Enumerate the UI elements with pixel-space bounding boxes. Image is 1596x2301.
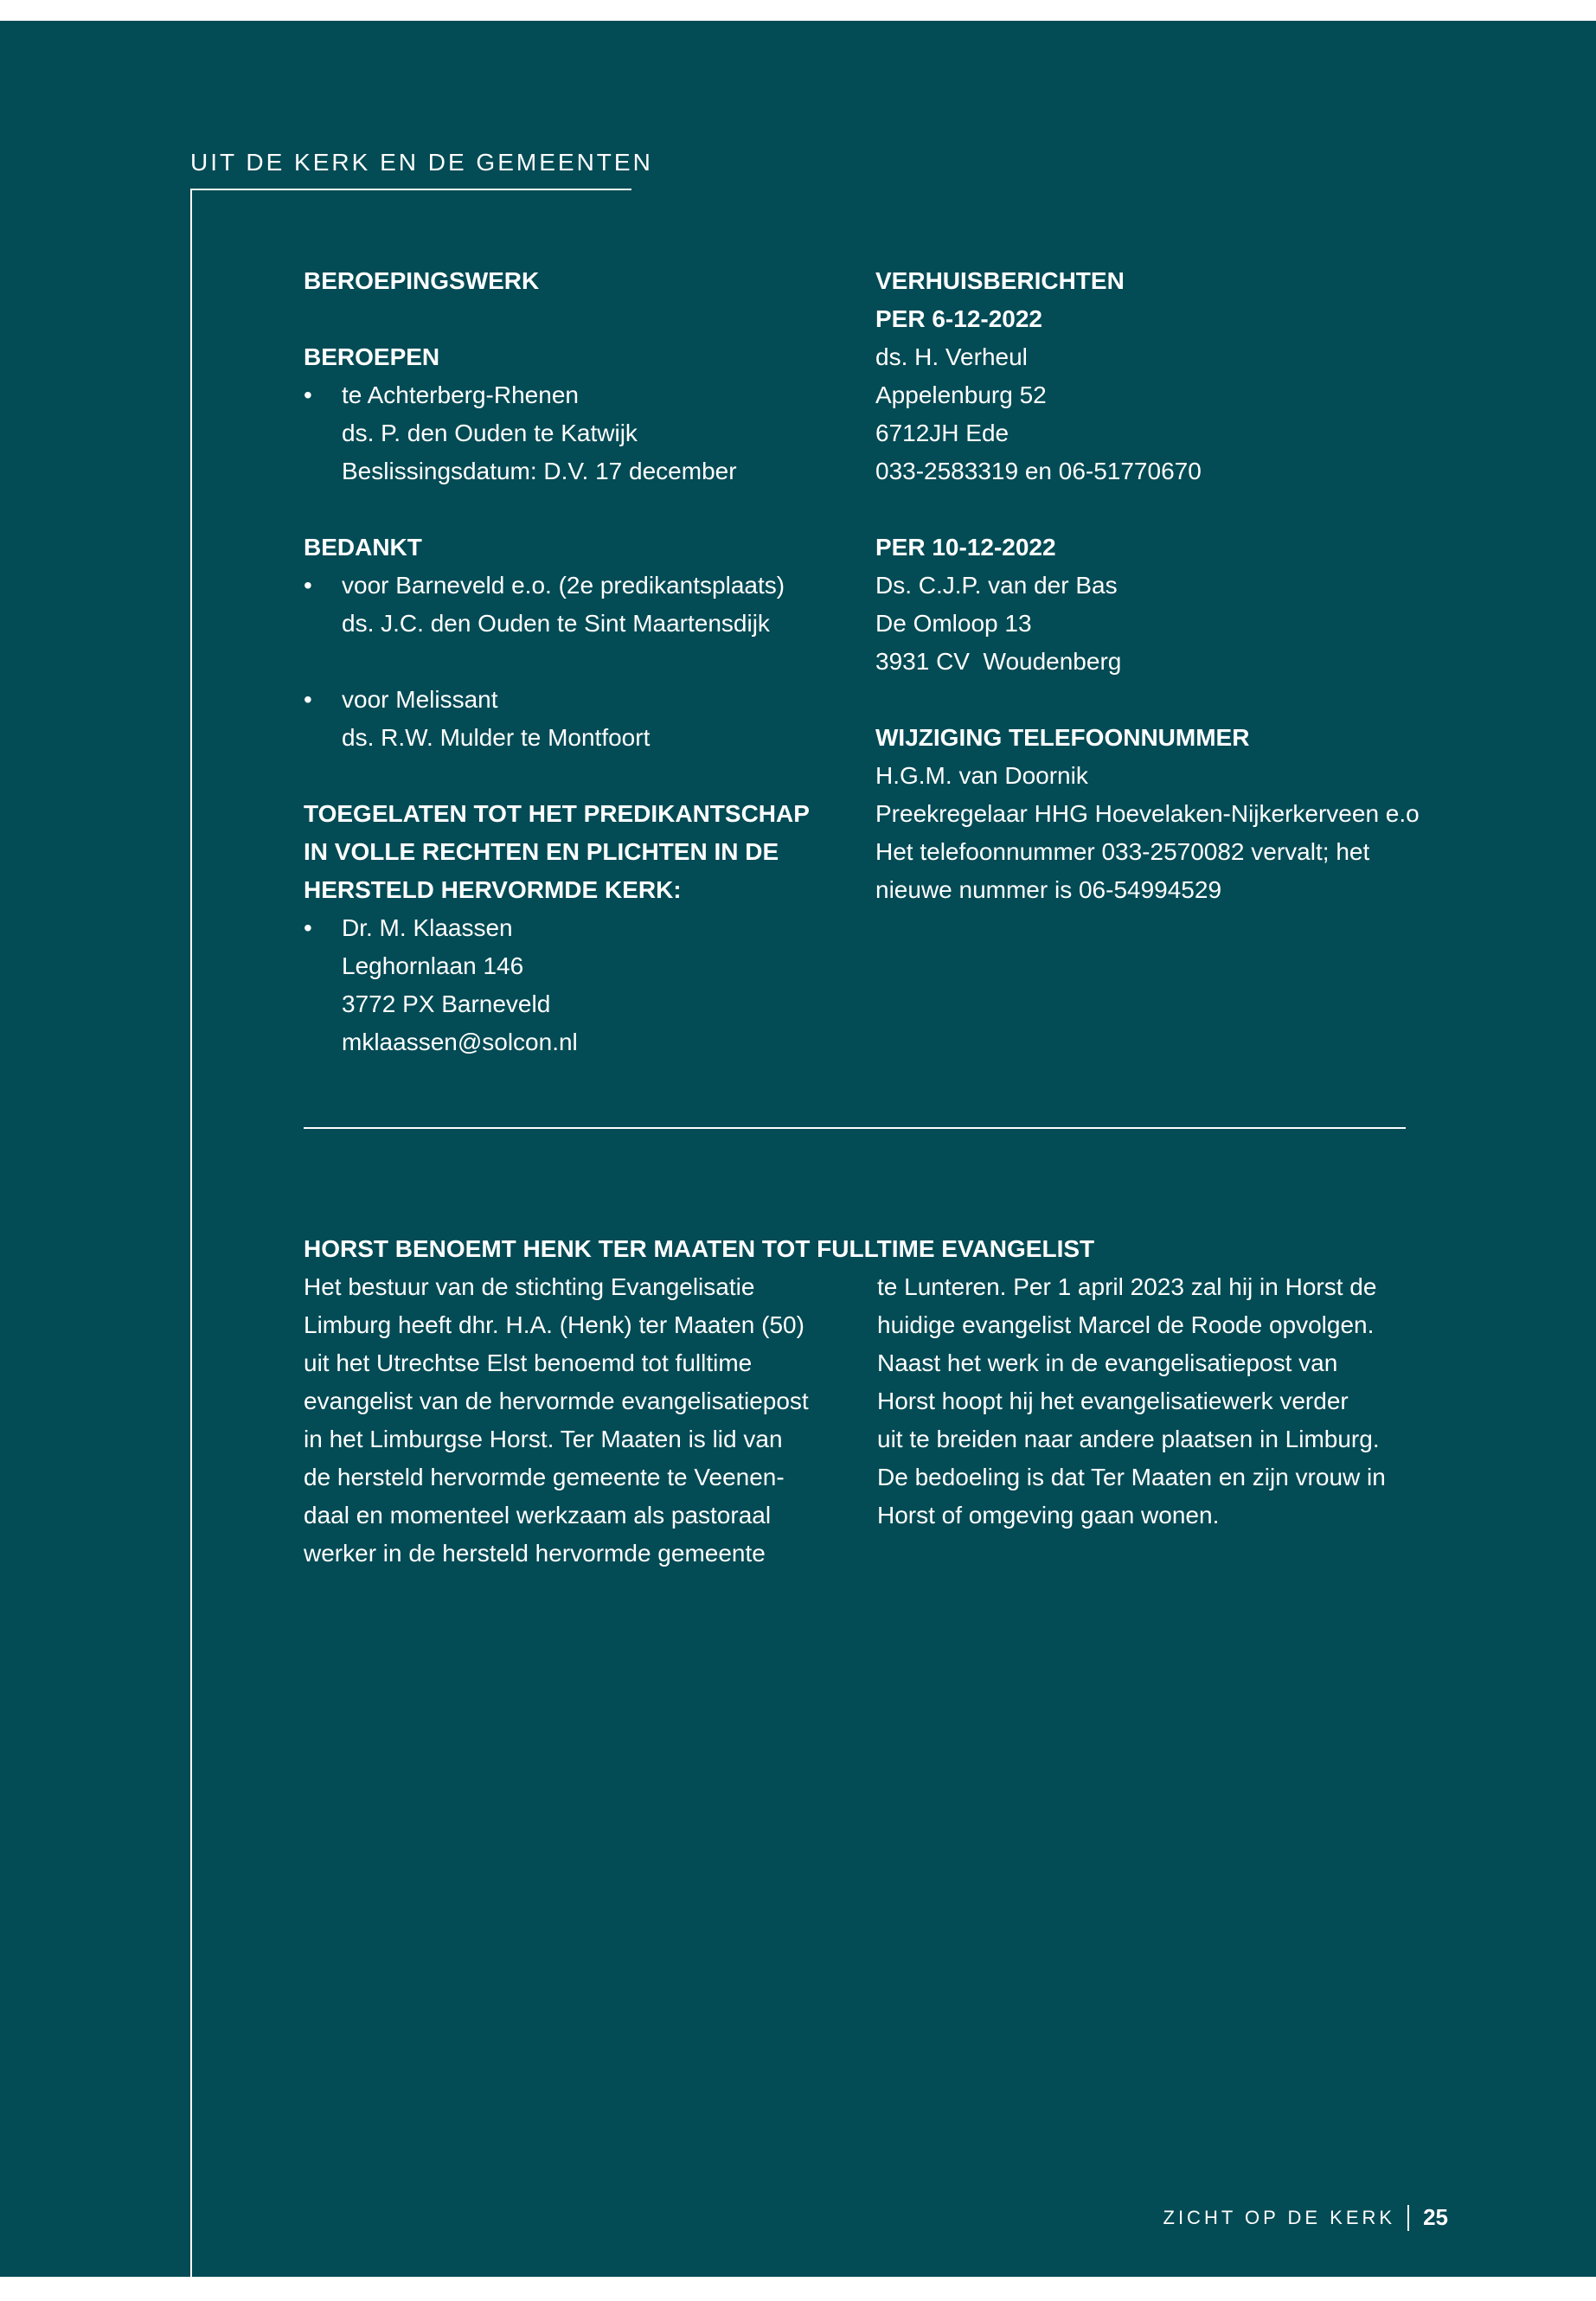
article-right-column <box>877 1268 1418 1535</box>
article-line: De bedoeling is dat Ter Maaten en zijn vrouw in <box>877 1464 1386 1490</box>
left-vertical-rule <box>190 189 192 2282</box>
article-line: Horst hoopt hij het evangelisatiewerk verder <box>877 1388 1349 1414</box>
phone-change-line: Preekregelaar HHG Hoevelaken-Nijkerkerveen e.o <box>875 800 1420 827</box>
list-item <box>304 567 840 605</box>
article-line: te Lunteren. Per 1 april 2023 zal hij in Horst de <box>877 1273 1377 1300</box>
list-item-title: te Achterberg-Rhenen <box>342 381 579 408</box>
list-item-title: voor Melissant <box>342 686 498 713</box>
address-line: 3772 PX Barneveld <box>342 990 551 1017</box>
footer-separator <box>1407 2205 1409 2231</box>
article-line: de hersteld hervormde gemeente te Veenen- <box>304 1464 785 1490</box>
list-item-title: voor Barneveld e.o. (2e predikantsplaats) <box>342 572 785 599</box>
article-line: in het Limburgse Horst. Ter Maaten is lid van <box>304 1426 783 1452</box>
move-line: ds. H. Verheul <box>875 343 1028 370</box>
article-line: daal en momenteel werkzaam als pastoraal <box>304 1502 772 1529</box>
list-item-line: ds. P. den Ouden te Katwijk <box>342 420 638 446</box>
bullet-icon: • <box>304 381 312 408</box>
page <box>0 21 1596 2277</box>
phone-change-line: Het telefoonnummer 033-2570082 vervalt; het <box>875 838 1370 865</box>
move-date: PER 10-12-2022 <box>875 534 1056 561</box>
right-column <box>875 262 1481 909</box>
address-line: Leghornlaan 146 <box>342 952 524 979</box>
beroepen-heading: BEROEPEN <box>304 343 440 370</box>
list-item-title: Dr. M. Klaassen <box>342 914 513 941</box>
list-item-line: ds. R.W. Mulder te Montfoort <box>342 724 651 751</box>
bedankt-heading: BEDANKT <box>304 534 422 561</box>
list-item-line: ds. J.C. den Ouden te Sint Maartensdijk <box>342 610 770 637</box>
article-left-column <box>304 1268 844 1573</box>
move-line: Ds. C.J.P. van der Bas <box>875 572 1118 599</box>
phone-change-line: H.G.M. van Doornik <box>875 762 1088 789</box>
page-number: 25 <box>1423 2204 1448 2230</box>
move-date: PER 6-12-2022 <box>875 305 1043 332</box>
move-line: De Omloop 13 <box>875 610 1032 637</box>
section-divider <box>304 1127 1406 1129</box>
left-column <box>304 262 840 1061</box>
article-line: Limburg heeft dhr. H.A. (Henk) ter Maaten (50) <box>304 1311 804 1338</box>
phone-change-line: nieuwe nummer is 06-54994529 <box>875 876 1222 903</box>
article-line: Naast het werk in de evangelisatiepost van <box>877 1349 1338 1376</box>
article-line: Het bestuur van de stichting Evangelisatie <box>304 1273 755 1300</box>
article-line: uit het Utrechtse Elst benoemd tot fulltime <box>304 1349 753 1376</box>
phone-change-heading: WIJZIGING TELEFOONNUMMER <box>875 724 1250 751</box>
article-line: werker in de hersteld hervormde gemeente <box>304 1540 766 1567</box>
move-line: 6712JH Ede <box>875 420 1010 446</box>
toegelaten-heading-line: TOEGELATEN TOT HET PREDIKANTSCHAP <box>304 800 810 827</box>
article-line: uit te breiden naar andere plaatsen in Limburg. <box>877 1426 1380 1452</box>
magazine-name: ZICHT OP DE KERK <box>1163 2206 1396 2228</box>
article-line: huidige evangelist Marcel de Roode opvolgen. <box>877 1311 1375 1338</box>
bullet-icon: • <box>304 686 312 713</box>
bullet-icon: • <box>304 572 312 599</box>
page-footer <box>1163 2204 1449 2231</box>
list-item-line: Beslissingsdatum: D.V. 17 december <box>342 458 737 484</box>
move-line: Appelenburg 52 <box>875 381 1047 408</box>
verhuisberichten-title: VERHUISBERICHTEN <box>875 267 1125 294</box>
email-link: mklaassen@solcon.nl <box>342 1029 578 1055</box>
list-item <box>304 376 840 414</box>
bullet-icon: • <box>304 914 312 941</box>
list-item <box>304 681 840 719</box>
move-line: 033-2583319 en 06-51770670 <box>875 458 1202 484</box>
article-title: HORST BENOEMT HENK TER MAATEN TOT FULLTIME EVANGELIST <box>304 1235 1095 1262</box>
beroepingswerk-title: BEROEPINGSWERK <box>304 267 540 294</box>
move-line: 3931 CV Woudenberg <box>875 648 1122 675</box>
section-label-underline <box>190 189 631 190</box>
article-line: Horst of omgeving gaan wonen. <box>877 1502 1220 1529</box>
list-item <box>304 909 840 947</box>
toegelaten-heading-line: HERSTELD HERVORMDE KERK: <box>304 876 682 903</box>
toegelaten-heading-line: IN VOLLE RECHTEN EN PLICHTEN IN DE <box>304 838 779 865</box>
article-line: evangelist van de hervormde evangelisatiepost <box>304 1388 809 1414</box>
section-label: UIT DE KERK EN DE GEMEENTEN <box>190 149 653 176</box>
